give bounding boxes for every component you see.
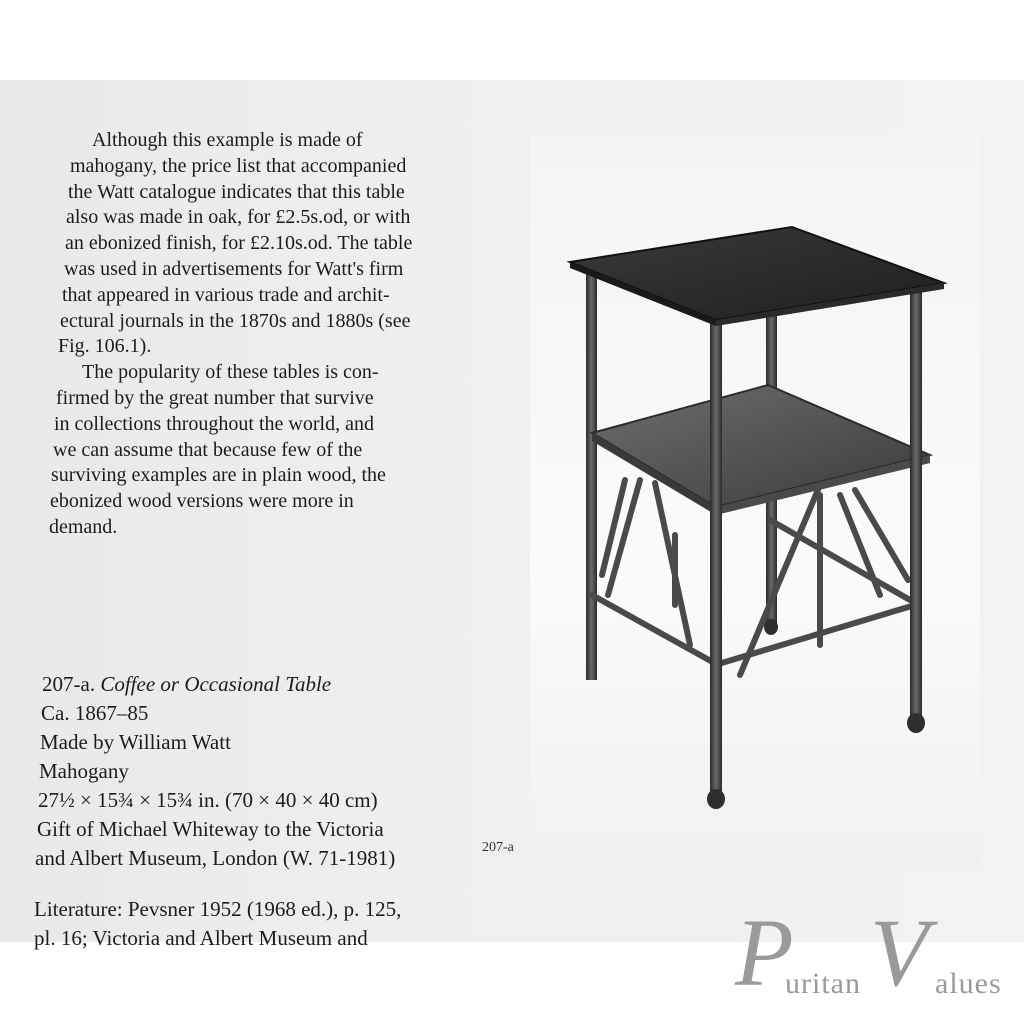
watermark-initial: V — [870, 899, 929, 1006]
figure-label: 207-a — [482, 840, 514, 855]
table-illustration — [530, 135, 980, 867]
text-line: the Watt catalogue indicates that this table — [68, 180, 405, 203]
text-line: ebonized wood versions were more in — [50, 490, 354, 513]
literature-line: pl. 16; Victoria and Albert Museum and — [34, 926, 368, 950]
text-line: Fig. 106.1). — [58, 335, 152, 358]
text-line: was used in advertisements for Watt's firm — [64, 257, 404, 280]
text-line: an ebonized finish, for £2.10s.od. The table — [65, 232, 413, 255]
catalog-title: Coffee or Occasional Table — [100, 672, 332, 696]
text-line: ectural journals in the 1870s and 1880s (see — [60, 309, 411, 332]
catalog-material: Mahogany — [39, 759, 129, 783]
literature-reference — [34, 895, 504, 950]
catalog-credit-line: Gift of Michael Whiteway to the Victoria — [37, 817, 384, 841]
text-line: mahogany, the price list that accompanied — [70, 154, 407, 177]
catalog-entry — [34, 670, 504, 873]
text-line: demand. — [49, 515, 118, 538]
catalog-dimensions: 27½ × 15¾ × 15¾ in. (70 × 40 × 40 cm) — [38, 788, 378, 812]
paragraph-2 — [40, 360, 490, 541]
watermark-text: uritan — [785, 967, 861, 1000]
text-line: firmed by the great number that survive — [56, 386, 374, 409]
paragraph-1 — [40, 128, 490, 360]
catalog-number: 207-a. — [42, 672, 96, 696]
catalog-date: Ca. 1867–85 — [41, 701, 149, 725]
text-line: surviving examples are in plain wood, the — [51, 464, 386, 487]
catalog-heading — [34, 670, 504, 699]
text-line: also was made in oak, for £2.5s.od, or with — [66, 206, 411, 229]
text-line: The popularity of these tables is con- — [82, 361, 379, 384]
text-line: we can assume that because few of the — [53, 438, 363, 461]
text-line: in collections throughout the world, and — [54, 412, 374, 435]
body-text — [40, 128, 490, 541]
watermark-text: alues — [935, 967, 1002, 1000]
text-line: Although this example is made of — [92, 129, 363, 151]
watermark-logo — [735, 899, 1015, 1010]
table-photograph — [530, 135, 980, 867]
text-line: that appeared in various trade and archit- — [62, 283, 390, 306]
watermark-initial: P — [735, 899, 794, 1006]
literature-line: Literature: Pevsner 1952 (1968 ed.), p. 125, — [34, 897, 402, 921]
catalog-credit-line: and Albert Museum, London (W. 71-1981) — [35, 846, 396, 870]
book-page — [0, 80, 1024, 950]
catalog-maker: Made by William Watt — [40, 730, 231, 754]
